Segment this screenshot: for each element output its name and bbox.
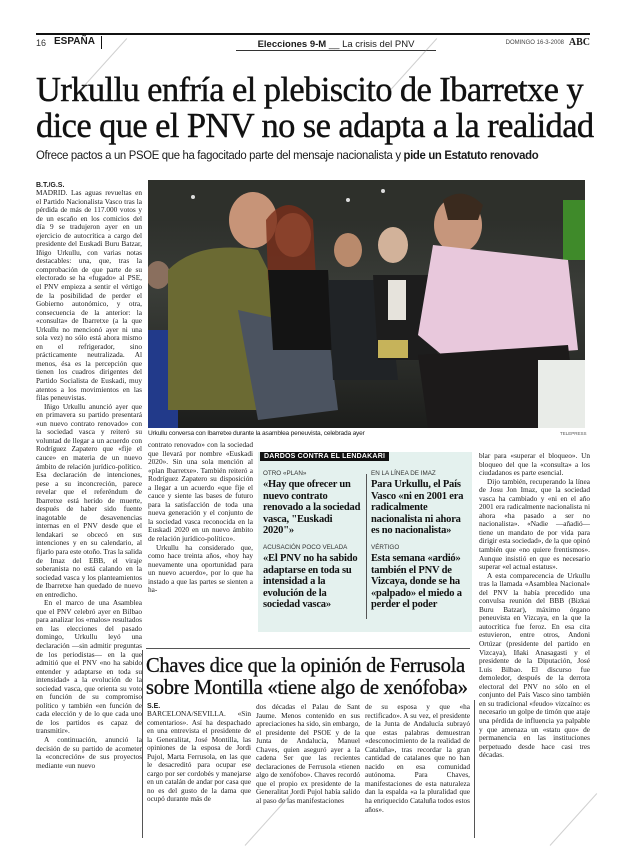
secondary-headline: Chaves dice que la opinión de Ferrusola sobre Montilla «tiene algo de xenófoba» bbox=[146, 653, 468, 699]
secondary-column-1 bbox=[147, 703, 251, 838]
paragraph: contrato renovado» con la sociedad que llevará por nombre «Euskadi 2020». Sin una sola mención al «plan Ibarretxe». También reiteró a Rodríguez Zapatero su disposición a llegar a un acuerdo «que fije el cauce y siente las bases de futuro para la satisfacción de toda una nueva generación y el conjunto de la sociedad vasca reconocida en la Euskadi 2020 en un nuevo ámbito de relación jurídico-político». bbox=[148, 441, 253, 544]
topic-bold: Elecciones 9-M bbox=[257, 39, 327, 50]
paragraph: MADRID. Las aguas revueltas en el Partido Nacionalista Vasco tras la pérdida de más de 117.000 votos y de un escaño en los comicios del día 9 se tradujeron ayer en un ejercicio de autocrítica a cargo del presidente del Euskadi Buru Batzar, Iñigo Urkullu, con varias notas destacables: una, que, tras la comprobación de que parte de su electorado se ha «fugado» al PSE, el PNV empieza a sentir el vértigo de la posibilidad de perder el Gobierno autonómico, y otra, consecuencia de la anterior: la «consulta» de Ibarretxe (a la que Urkullu no mencionó ayer ni una sola vez) no sólo está ahora mismo en el refrigerador, sino prácticamente neutralizada. Al menos, ésa es la percepción que tienen los cuadros dirigentes del Partido Socialista de Euskadi, muy atentos a los movimientos en las filas peneuvistas. bbox=[36, 188, 142, 403]
page-number: 16 bbox=[36, 38, 47, 48]
paragraph: A continuación, anunció la decisión de su partido de acometer la «concreción» de sus proyectos mediante «un nuevo bbox=[36, 735, 142, 770]
byline: B.T./G.S. bbox=[36, 182, 65, 189]
page-header bbox=[36, 33, 590, 49]
divider bbox=[146, 648, 470, 649]
sidebar-quote: «Hay que ofrecer un nuevo contrato renovado a la sociedad vasca, "Euskadi 2020"» bbox=[263, 479, 361, 537]
sidebar-column-left bbox=[263, 470, 363, 618]
sidebar-column-right bbox=[371, 470, 471, 618]
sidebar-kicker: VÉRTIGO bbox=[371, 543, 400, 551]
paragraph: BARCELONA/SEVILLA. «Sin comentarios». Así ha despachado en una entrevista el presidente de la Generalitat, José Montilla, las opiniones de la esposa de Jordi Pujol, Marta Ferrusola, en las que le desacreditó para ocupar ese cargo por ser cordobés y manejarse en un catalán de andar por casa que no es del gusto de la dama que ocupó durante más de bbox=[147, 709, 251, 804]
photo-credit: TELEPRESS bbox=[560, 431, 587, 436]
sidebar-kicker: OTRO «PLAN» bbox=[263, 470, 307, 477]
article-column-3 bbox=[479, 452, 590, 838]
paragraph: Dijo también, recuperando la línea de Josu Jon Imaz, que la sociedad vasca ha cambiado y «ni en el año 2001 era radicalmente nacionalista ni ahora «ha pasado a ser no nacionalista». «Nadie —añadió— tiene un mandato de por vida para dirigir esta sociedad», de la que opinó también que «no quiere frentismos». Aunque insistió en que es necesario superar «el actual estatus». bbox=[479, 476, 590, 572]
paragraph: blar para «superar el bloqueo». Un bloqueo del que la «consulta» a los ciudadanos es parte esencial. bbox=[479, 452, 590, 478]
photo-image bbox=[148, 180, 585, 428]
byline: S.E. bbox=[147, 703, 161, 710]
topic-separator: __ bbox=[326, 39, 343, 50]
photo-caption: Urkullu conversa con Ibarretxe durante la asamblea peneuvista, celebrada ayer bbox=[148, 430, 365, 437]
paragraph: En el marco de una Asamblea que el PNV celebró ayer en Bilbao para analizar los «malos» resultados en las elecciones del pasado domingo, Urkullu leyó una declaración —sin admitir preguntas de los periodistas— en la que admitió que el PNV «no ha sabido entender y adaptarse en toda su intensidad» a la evolución de la sociedad vasca, que orienta su voto en función de su compromiso político y también «en función de cada elección y de lo que cada uno de los partidos es capaz de transmitir». bbox=[36, 598, 142, 736]
sidebar-kicker: EN LA LÍNEA DE IMAZ bbox=[371, 470, 436, 477]
subhead-bold: pide un Estatuto renovado bbox=[403, 148, 539, 162]
topic-label bbox=[236, 39, 436, 51]
article-column-2 bbox=[148, 441, 253, 631]
sidebar-quote: «El PNV no ha sabido adaptarse en toda su intensidad a la evolución de la sociedad vasca» bbox=[263, 552, 358, 611]
headline: Urkullu enfría el plebiscito de Ibarretxe y dice que el PNV no se adapta a la realidad bbox=[36, 71, 594, 145]
divider bbox=[366, 474, 367, 619]
sidebar-quote: Esta semana «ardió» también el PNV de Vizcaya, donde se ha «palpado» el miedo a perder el poder bbox=[371, 552, 462, 611]
topic-sub: La crisis del PNV bbox=[342, 39, 415, 50]
section-label: ESPAÑA bbox=[50, 36, 102, 49]
sidebar-box bbox=[258, 452, 472, 632]
sidebar-title: DARDOS CONTRA EL LENDAKARI bbox=[260, 452, 389, 461]
secondary-column-3 bbox=[365, 703, 470, 838]
paragraph: Urkullu ha considerado que, como hace treinta años, «hoy hay nuevamente una oportunidad para un nuevo acuerdo», por lo que ha instado a que las partes se sienten a ha- bbox=[148, 542, 253, 595]
paragraph: de su esposa y que «ha rectificado». A su vez, el presidente de la Junta de Andalucía subrayó que estas palabras demuestran «desconocimiento de la realidad de Cataluña», tras recordar la gran cantidad de catalanes que no han nacido en esa comunidad autónoma. Para Chaves, manifestaciones de esta naturaleza dan la espalda «a la pluralidad que ha enriquecido Cataluña todos estos años». bbox=[365, 703, 470, 814]
divider bbox=[142, 650, 143, 838]
subheadline bbox=[36, 148, 538, 162]
subhead-plain: Ofrece pactos a un PSOE que ha fagocitado parte del mensaje nacionalista y bbox=[36, 148, 404, 162]
paragraph: dos décadas el Palau de Sant Jaume. Menos contenido en sus apreciaciones ha sido, sin embargo, el presidente del PSOE y de la Junta de Andalucía, Manuel Chaves, quien aseguró ayer a la cadena Ser que las recientes declaraciones de Ferrusola «tienen algo de xenófobo». Chaves recordó que el propio ex presidente de la Generalitat Jordi Pujol había salido al paso de las manifestaciones bbox=[256, 703, 360, 806]
news-photo bbox=[148, 180, 585, 428]
paragraph: Iñigo Urkullu anunció ayer que en primavera su partido presentará «un nuevo contrato renovado» con la sociedad vasca y reiteró su voluntad de llegar a un acuerdo con Rodríguez Zapatero que «fije el cauce» en materia de un nuevo ámbito de relación jurídico-político. Esa declaración de intenciones, pese a su inconcreción, parece revelar que el referéndum de Ibarretxe está herido de muerte, después de haber sido fuente inagotable de desavenencias internas en el PNV desde que el lendakari se obcecó en sus intenciones y en su calendario, al fijarlo para este otoño. Tras la salida de Imaz del EBB, el viraje soberanista no está calando en la sociedad vasca y los planteamientos de Ibarretxe han quedado de nuevo en entredicho. bbox=[36, 401, 142, 599]
sidebar-kicker: ACUSACIÓN POCO VELADA bbox=[263, 543, 348, 551]
divider bbox=[474, 700, 475, 838]
article-column-1 bbox=[36, 182, 142, 838]
brand-logo: ABC bbox=[568, 37, 590, 48]
sidebar-quote: Para Urkullu, el País Vasco «ni en 2001 era radicalmente nacionalista ni ahora es no nacionalista» bbox=[371, 479, 464, 537]
secondary-column-2 bbox=[256, 703, 360, 838]
issue-date: DOMINGO 16-3-2008 bbox=[505, 40, 564, 46]
paragraph: A esta comparecencia de Urkullu tras la llamada «Asamblea Nacional» del PNV la había precedido una convulsa reunión del BBB (Bizkai Buru Batzar), máximo órgano peneuvista en Vizcaya, en la que la autocrítica fue feroz. En esa cita estuvieron, entre otros, Andoni Ortúzar (presidente del partido en Vizcaya), Iñaki Anasagasti y el presidente de la Diputación, José Luis Bilbao. El discurso fue demoledor, después de la derrota electoral del PNV no sólo en el conjunto del País Vasco sino también en su tradicional «feudo» vizcaíno: es necesario un golpe de timón que ataje una pérdida de influencia ya palpable y que amenaza un «statu quo» de permanencia en las instituciones perpetuado desde hace casi tres décadas. bbox=[479, 570, 590, 760]
